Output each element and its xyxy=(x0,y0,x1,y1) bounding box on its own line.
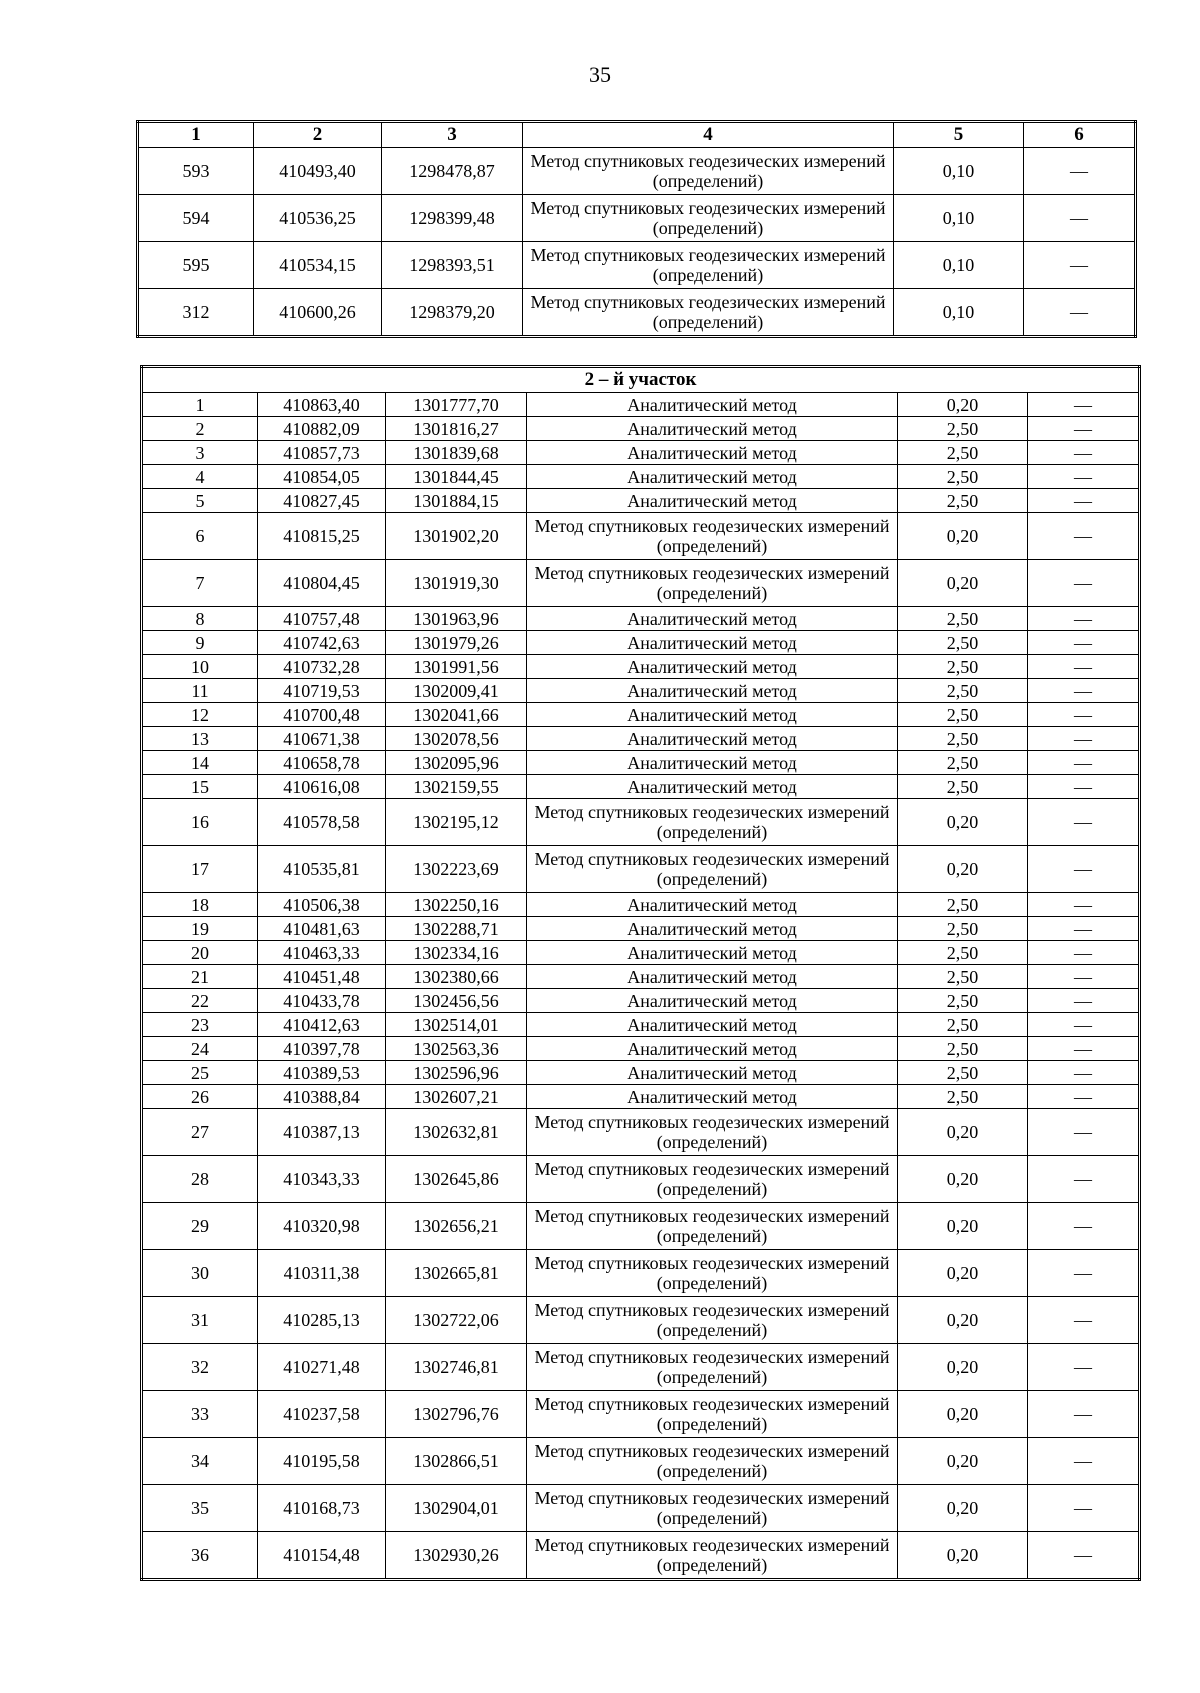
accuracy-cell: 2,50 xyxy=(898,751,1028,775)
table-row xyxy=(142,465,1140,489)
method-cell: Метод спутниковых геодезических измерений (определений) xyxy=(523,195,894,242)
point-number-cell: 20 xyxy=(142,941,258,965)
y-coordinate-cell: 1301991,56 xyxy=(386,655,527,679)
y-coordinate-cell: 1301963,96 xyxy=(386,607,527,631)
table-row xyxy=(142,607,1140,631)
y-coordinate-cell: 1298393,51 xyxy=(382,242,523,289)
method-cell: Метод спутниковых геодезических измерений (определений) xyxy=(527,1203,898,1250)
accuracy-cell: 2,50 xyxy=(898,465,1028,489)
table-row xyxy=(142,417,1140,441)
x-coordinate-cell: 410311,38 xyxy=(258,1250,386,1297)
accuracy-cell: 0,20 xyxy=(898,1391,1028,1438)
table-row xyxy=(142,560,1140,607)
accuracy-cell: 2,50 xyxy=(898,703,1028,727)
y-coordinate-cell: 1302456,56 xyxy=(386,989,527,1013)
note-cell: — xyxy=(1028,1203,1140,1250)
method-cell: Метод спутниковых геодезических измерений (определений) xyxy=(523,148,894,195)
point-number-cell: 21 xyxy=(142,965,258,989)
section-title-row xyxy=(142,367,1140,393)
method-cell: Метод спутниковых геодезических измерений (определений) xyxy=(527,1438,898,1485)
note-cell: — xyxy=(1028,1156,1140,1203)
x-coordinate-cell: 410388,84 xyxy=(258,1085,386,1109)
x-coordinate-cell: 410463,33 xyxy=(258,941,386,965)
x-coordinate-cell: 410389,53 xyxy=(258,1061,386,1085)
y-coordinate-cell: 1302632,81 xyxy=(386,1109,527,1156)
x-coordinate-cell: 410195,58 xyxy=(258,1438,386,1485)
point-number-cell: 12 xyxy=(142,703,258,727)
accuracy-cell: 0,20 xyxy=(898,1297,1028,1344)
table-row xyxy=(138,289,1136,337)
method-cell: Метод спутниковых геодезических измерений (определений) xyxy=(527,1344,898,1391)
note-cell: — xyxy=(1024,148,1136,195)
note-cell: — xyxy=(1028,989,1140,1013)
point-number-cell: 28 xyxy=(142,1156,258,1203)
method-cell: Аналитический метод xyxy=(527,631,898,655)
x-coordinate-cell: 410387,13 xyxy=(258,1109,386,1156)
accuracy-cell: 2,50 xyxy=(898,417,1028,441)
x-coordinate-cell: 410412,63 xyxy=(258,1013,386,1037)
table-row xyxy=(142,441,1140,465)
note-cell: — xyxy=(1028,965,1140,989)
y-coordinate-cell: 1302722,06 xyxy=(386,1297,527,1344)
note-cell: — xyxy=(1028,751,1140,775)
point-number-cell: 8 xyxy=(142,607,258,631)
x-coordinate-cell: 410863,40 xyxy=(258,393,386,417)
y-coordinate-cell: 1302563,36 xyxy=(386,1037,527,1061)
accuracy-cell: 0,10 xyxy=(894,148,1024,195)
accuracy-cell: 2,50 xyxy=(898,631,1028,655)
y-coordinate-cell: 1302078,56 xyxy=(386,727,527,751)
y-coordinate-cell: 1302380,66 xyxy=(386,965,527,989)
method-cell: Аналитический метод xyxy=(527,917,898,941)
note-cell: — xyxy=(1028,1438,1140,1485)
y-coordinate-cell: 1298379,20 xyxy=(382,289,523,337)
table-row xyxy=(142,917,1140,941)
x-coordinate-cell: 410481,63 xyxy=(258,917,386,941)
point-number-cell: 30 xyxy=(142,1250,258,1297)
table-1-body xyxy=(138,148,1136,337)
point-number-cell: 22 xyxy=(142,989,258,1013)
point-number-cell: 26 xyxy=(142,1085,258,1109)
x-coordinate-cell: 410815,25 xyxy=(258,513,386,560)
accuracy-cell: 2,50 xyxy=(898,1037,1028,1061)
point-number-cell: 29 xyxy=(142,1203,258,1250)
point-number-cell: 24 xyxy=(142,1037,258,1061)
point-number-cell: 4 xyxy=(142,465,258,489)
method-cell: Метод спутниковых геодезических измерений (определений) xyxy=(527,1250,898,1297)
table-row xyxy=(142,1485,1140,1532)
accuracy-cell: 2,50 xyxy=(898,941,1028,965)
note-cell: — xyxy=(1028,560,1140,607)
accuracy-cell: 2,50 xyxy=(898,1013,1028,1037)
point-number-cell: 7 xyxy=(142,560,258,607)
note-cell: — xyxy=(1028,513,1140,560)
table-row xyxy=(142,1109,1140,1156)
page-number: 35 xyxy=(589,62,611,87)
accuracy-cell: 0,20 xyxy=(898,1532,1028,1580)
y-coordinate-cell: 1302009,41 xyxy=(386,679,527,703)
header-col-4: 4 xyxy=(523,122,894,148)
method-cell: Аналитический метод xyxy=(527,393,898,417)
y-coordinate-cell: 1302866,51 xyxy=(386,1438,527,1485)
point-number-cell: 3 xyxy=(142,441,258,465)
table-row xyxy=(138,242,1136,289)
x-coordinate-cell: 410616,08 xyxy=(258,775,386,799)
point-number-cell: 18 xyxy=(142,893,258,917)
y-coordinate-cell: 1302645,86 xyxy=(386,1156,527,1203)
accuracy-cell: 0,20 xyxy=(898,1438,1028,1485)
y-coordinate-cell: 1302159,55 xyxy=(386,775,527,799)
table-row xyxy=(142,727,1140,751)
table-row xyxy=(142,893,1140,917)
table-row xyxy=(142,965,1140,989)
method-cell: Аналитический метод xyxy=(527,465,898,489)
point-number-cell: 2 xyxy=(142,417,258,441)
method-cell: Метод спутниковых геодезических измерений (определений) xyxy=(523,242,894,289)
x-coordinate-cell: 410154,48 xyxy=(258,1532,386,1580)
method-cell: Аналитический метод xyxy=(527,1085,898,1109)
method-cell: Аналитический метод xyxy=(527,703,898,727)
method-cell: Метод спутниковых геодезических измерений (определений) xyxy=(527,799,898,846)
accuracy-cell: 0,20 xyxy=(898,1485,1028,1532)
table-row xyxy=(142,1085,1140,1109)
point-number-cell: 27 xyxy=(142,1109,258,1156)
section-title: 2 – й участок xyxy=(142,367,1140,393)
point-number-cell: 9 xyxy=(142,631,258,655)
x-coordinate-cell: 410658,78 xyxy=(258,751,386,775)
note-cell: — xyxy=(1028,799,1140,846)
method-cell: Аналитический метод xyxy=(527,727,898,751)
y-coordinate-cell: 1302095,96 xyxy=(386,751,527,775)
note-cell: — xyxy=(1028,703,1140,727)
header-col-1: 1 xyxy=(138,122,254,148)
accuracy-cell: 0,20 xyxy=(898,1203,1028,1250)
table-row xyxy=(142,989,1140,1013)
y-coordinate-cell: 1302041,66 xyxy=(386,703,527,727)
note-cell: — xyxy=(1028,1037,1140,1061)
accuracy-cell: 2,50 xyxy=(898,607,1028,631)
table-row xyxy=(142,703,1140,727)
x-coordinate-cell: 410671,38 xyxy=(258,727,386,751)
y-coordinate-cell: 1302746,81 xyxy=(386,1344,527,1391)
y-coordinate-cell: 1301902,20 xyxy=(386,513,527,560)
x-coordinate-cell: 410168,73 xyxy=(258,1485,386,1532)
method-cell: Аналитический метод xyxy=(527,941,898,965)
note-cell: — xyxy=(1028,679,1140,703)
table-row xyxy=(142,1037,1140,1061)
method-cell: Аналитический метод xyxy=(527,1061,898,1085)
point-number-cell: 595 xyxy=(138,242,254,289)
x-coordinate-cell: 410506,38 xyxy=(258,893,386,917)
x-coordinate-cell: 410857,73 xyxy=(258,441,386,465)
method-cell: Аналитический метод xyxy=(527,489,898,513)
accuracy-cell: 2,50 xyxy=(898,1085,1028,1109)
x-coordinate-cell: 410854,05 xyxy=(258,465,386,489)
accuracy-cell: 0,10 xyxy=(894,195,1024,242)
method-cell: Аналитический метод xyxy=(527,1013,898,1037)
note-cell: — xyxy=(1028,1532,1140,1580)
method-cell: Метод спутниковых геодезических измерений (определений) xyxy=(527,1532,898,1580)
table-row xyxy=(142,513,1140,560)
method-cell: Метод спутниковых геодезических измерений (определений) xyxy=(527,513,898,560)
y-coordinate-cell: 1302904,01 xyxy=(386,1485,527,1532)
y-coordinate-cell: 1302596,96 xyxy=(386,1061,527,1085)
x-coordinate-cell: 410536,25 xyxy=(254,195,382,242)
y-coordinate-cell: 1301839,68 xyxy=(386,441,527,465)
note-cell: — xyxy=(1028,941,1140,965)
point-number-cell: 10 xyxy=(142,655,258,679)
y-coordinate-cell: 1302288,71 xyxy=(386,917,527,941)
coordinates-table-1 xyxy=(136,120,1137,338)
point-number-cell: 31 xyxy=(142,1297,258,1344)
table-row xyxy=(142,799,1140,846)
y-coordinate-cell: 1301979,26 xyxy=(386,631,527,655)
accuracy-cell: 0,20 xyxy=(898,1156,1028,1203)
table-row xyxy=(142,1250,1140,1297)
table-row xyxy=(142,1344,1140,1391)
method-cell: Метод спутниковых геодезических измерений (определений) xyxy=(527,560,898,607)
accuracy-cell: 0,20 xyxy=(898,1250,1028,1297)
note-cell: — xyxy=(1024,242,1136,289)
y-coordinate-cell: 1302250,16 xyxy=(386,893,527,917)
point-number-cell: 25 xyxy=(142,1061,258,1085)
accuracy-cell: 2,50 xyxy=(898,489,1028,513)
table-row xyxy=(142,1061,1140,1085)
y-coordinate-cell: 1301919,30 xyxy=(386,560,527,607)
point-number-cell: 13 xyxy=(142,727,258,751)
x-coordinate-cell: 410600,26 xyxy=(254,289,382,337)
table-row xyxy=(138,148,1136,195)
header-col-5: 5 xyxy=(894,122,1024,148)
method-cell: Аналитический метод xyxy=(527,1037,898,1061)
table-header-row xyxy=(138,122,1136,148)
method-cell: Аналитический метод xyxy=(527,441,898,465)
method-cell: Метод спутниковых геодезических измерений (определений) xyxy=(527,1297,898,1344)
note-cell: — xyxy=(1024,195,1136,242)
table-row xyxy=(142,1156,1140,1203)
y-coordinate-cell: 1302223,69 xyxy=(386,846,527,893)
accuracy-cell: 2,50 xyxy=(898,775,1028,799)
note-cell: — xyxy=(1028,465,1140,489)
point-number-cell: 14 xyxy=(142,751,258,775)
y-coordinate-cell: 1302607,21 xyxy=(386,1085,527,1109)
method-cell: Аналитический метод xyxy=(527,655,898,679)
table-row xyxy=(142,1391,1140,1438)
accuracy-cell: 2,50 xyxy=(898,727,1028,751)
x-coordinate-cell: 410343,33 xyxy=(258,1156,386,1203)
note-cell: — xyxy=(1028,1013,1140,1037)
table-row xyxy=(142,679,1140,703)
point-number-cell: 593 xyxy=(138,148,254,195)
accuracy-cell: 2,50 xyxy=(898,441,1028,465)
accuracy-cell: 2,50 xyxy=(898,679,1028,703)
accuracy-cell: 2,50 xyxy=(898,965,1028,989)
x-coordinate-cell: 410732,28 xyxy=(258,655,386,679)
accuracy-cell: 0,10 xyxy=(894,289,1024,337)
x-coordinate-cell: 410320,98 xyxy=(258,1203,386,1250)
y-coordinate-cell: 1302656,21 xyxy=(386,1203,527,1250)
point-number-cell: 17 xyxy=(142,846,258,893)
note-cell: — xyxy=(1028,727,1140,751)
x-coordinate-cell: 410882,09 xyxy=(258,417,386,441)
note-cell: — xyxy=(1028,1391,1140,1438)
y-coordinate-cell: 1298399,48 xyxy=(382,195,523,242)
note-cell: — xyxy=(1028,607,1140,631)
y-coordinate-cell: 1298478,87 xyxy=(382,148,523,195)
table-row xyxy=(142,751,1140,775)
accuracy-cell: 0,20 xyxy=(898,560,1028,607)
point-number-cell: 33 xyxy=(142,1391,258,1438)
method-cell: Аналитический метод xyxy=(527,775,898,799)
method-cell: Аналитический метод xyxy=(527,893,898,917)
header-col-3: 3 xyxy=(382,122,523,148)
y-coordinate-cell: 1301884,15 xyxy=(386,489,527,513)
note-cell: — xyxy=(1028,917,1140,941)
x-coordinate-cell: 410719,53 xyxy=(258,679,386,703)
point-number-cell: 5 xyxy=(142,489,258,513)
accuracy-cell: 0,20 xyxy=(898,513,1028,560)
x-coordinate-cell: 410237,58 xyxy=(258,1391,386,1438)
method-cell: Метод спутниковых геодезических измерений (определений) xyxy=(527,1156,898,1203)
accuracy-cell: 0,20 xyxy=(898,1109,1028,1156)
note-cell: — xyxy=(1028,1344,1140,1391)
note-cell: — xyxy=(1028,1297,1140,1344)
note-cell: — xyxy=(1024,289,1136,337)
note-cell: — xyxy=(1028,775,1140,799)
method-cell: Аналитический метод xyxy=(527,417,898,441)
point-number-cell: 15 xyxy=(142,775,258,799)
x-coordinate-cell: 410271,48 xyxy=(258,1344,386,1391)
method-cell: Аналитический метод xyxy=(527,989,898,1013)
method-cell: Аналитический метод xyxy=(527,751,898,775)
method-cell: Метод спутниковых геодезических измерений (определений) xyxy=(527,846,898,893)
accuracy-cell: 2,50 xyxy=(898,655,1028,679)
y-coordinate-cell: 1301844,45 xyxy=(386,465,527,489)
note-cell: — xyxy=(1028,893,1140,917)
point-number-cell: 16 xyxy=(142,799,258,846)
x-coordinate-cell: 410451,48 xyxy=(258,965,386,989)
table-row xyxy=(138,195,1136,242)
table-row xyxy=(142,393,1140,417)
table-row xyxy=(142,631,1140,655)
point-number-cell: 11 xyxy=(142,679,258,703)
x-coordinate-cell: 410578,58 xyxy=(258,799,386,846)
x-coordinate-cell: 410804,45 xyxy=(258,560,386,607)
accuracy-cell: 0,20 xyxy=(898,799,1028,846)
x-coordinate-cell: 410433,78 xyxy=(258,989,386,1013)
method-cell: Аналитический метод xyxy=(527,607,898,631)
y-coordinate-cell: 1301816,27 xyxy=(386,417,527,441)
accuracy-cell: 0,10 xyxy=(894,242,1024,289)
point-number-cell: 19 xyxy=(142,917,258,941)
accuracy-cell: 2,50 xyxy=(898,893,1028,917)
table-row xyxy=(142,846,1140,893)
y-coordinate-cell: 1301777,70 xyxy=(386,393,527,417)
table-row xyxy=(142,775,1140,799)
point-number-cell: 23 xyxy=(142,1013,258,1037)
coordinates-table-2 xyxy=(140,365,1141,1581)
y-coordinate-cell: 1302514,01 xyxy=(386,1013,527,1037)
point-number-cell: 32 xyxy=(142,1344,258,1391)
method-cell: Метод спутниковых геодезических измерений (определений) xyxy=(527,1391,898,1438)
x-coordinate-cell: 410397,78 xyxy=(258,1037,386,1061)
point-number-cell: 1 xyxy=(142,393,258,417)
x-coordinate-cell: 410493,40 xyxy=(254,148,382,195)
method-cell: Метод спутниковых геодезических измерений (определений) xyxy=(527,1485,898,1532)
x-coordinate-cell: 410535,81 xyxy=(258,846,386,893)
accuracy-cell: 0,20 xyxy=(898,393,1028,417)
y-coordinate-cell: 1302195,12 xyxy=(386,799,527,846)
point-number-cell: 34 xyxy=(142,1438,258,1485)
method-cell: Аналитический метод xyxy=(527,679,898,703)
x-coordinate-cell: 410742,63 xyxy=(258,631,386,655)
accuracy-cell: 2,50 xyxy=(898,989,1028,1013)
table-row xyxy=(142,1532,1140,1580)
y-coordinate-cell: 1302334,16 xyxy=(386,941,527,965)
accuracy-cell: 0,20 xyxy=(898,1344,1028,1391)
table-row xyxy=(142,489,1140,513)
x-coordinate-cell: 410700,48 xyxy=(258,703,386,727)
note-cell: — xyxy=(1028,1085,1140,1109)
note-cell: — xyxy=(1028,1485,1140,1532)
x-coordinate-cell: 410534,15 xyxy=(254,242,382,289)
table-row xyxy=(142,1438,1140,1485)
table-row xyxy=(142,655,1140,679)
method-cell: Метод спутниковых геодезических измерений (определений) xyxy=(527,1109,898,1156)
y-coordinate-cell: 1302796,76 xyxy=(386,1391,527,1438)
point-number-cell: 6 xyxy=(142,513,258,560)
table-row xyxy=(142,941,1140,965)
point-number-cell: 312 xyxy=(138,289,254,337)
note-cell: — xyxy=(1028,631,1140,655)
table-row xyxy=(142,1203,1140,1250)
accuracy-cell: 2,50 xyxy=(898,917,1028,941)
note-cell: — xyxy=(1028,846,1140,893)
table-row xyxy=(142,1297,1140,1344)
note-cell: — xyxy=(1028,393,1140,417)
point-number-cell: 594 xyxy=(138,195,254,242)
note-cell: — xyxy=(1028,417,1140,441)
table-row xyxy=(142,1013,1140,1037)
header-col-2: 2 xyxy=(254,122,382,148)
note-cell: — xyxy=(1028,1109,1140,1156)
accuracy-cell: 2,50 xyxy=(898,1061,1028,1085)
y-coordinate-cell: 1302665,81 xyxy=(386,1250,527,1297)
x-coordinate-cell: 410827,45 xyxy=(258,489,386,513)
note-cell: — xyxy=(1028,1061,1140,1085)
method-cell: Метод спутниковых геодезических измерений (определений) xyxy=(523,289,894,337)
x-coordinate-cell: 410285,13 xyxy=(258,1297,386,1344)
x-coordinate-cell: 410757,48 xyxy=(258,607,386,631)
y-coordinate-cell: 1302930,26 xyxy=(386,1532,527,1580)
note-cell: — xyxy=(1028,441,1140,465)
header-col-6: 6 xyxy=(1024,122,1136,148)
method-cell: Аналитический метод xyxy=(527,965,898,989)
note-cell: — xyxy=(1028,489,1140,513)
point-number-cell: 36 xyxy=(142,1532,258,1580)
accuracy-cell: 0,20 xyxy=(898,846,1028,893)
table-2-body xyxy=(142,393,1140,1580)
point-number-cell: 35 xyxy=(142,1485,258,1532)
note-cell: — xyxy=(1028,655,1140,679)
note-cell: — xyxy=(1028,1250,1140,1297)
